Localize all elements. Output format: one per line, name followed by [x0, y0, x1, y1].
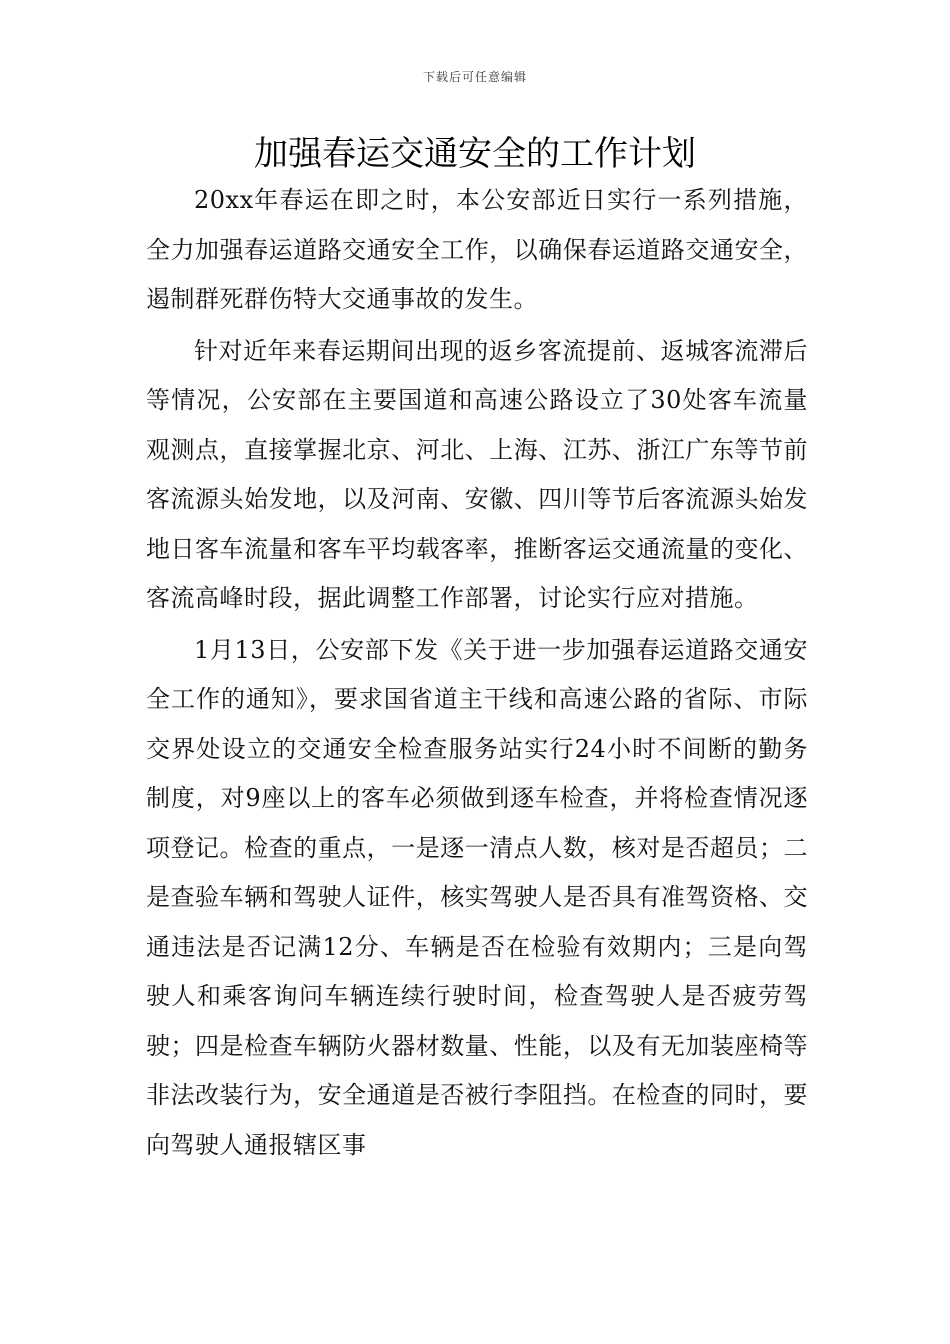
paragraph-2: 针对近年来春运期间出现的返乡客流提前、返城客流滞后等情况，公安部在主要国道和高速公路设立了30处客车流量观测点，直接掌握北京、河北、上海、江苏、浙江广东等节前客流源头始发地，以及河南、安徽、四川等节后客流源头始发地日客车流量和客车平均载客率，推断客运交通流量的变化、客流高峰时段，据此调整工作部署，讨论实行应对措施。	[146, 336, 808, 612]
paragraph-3: 1月13日，公安部下发《关于进一步加强春运道路交通安全工作的通知》，要求国省道主干线和高速公路的省际、市际交界处设立的交通安全检查服务站实行24小时不间断的勤务制度，对9座以上的客车必须做到逐车检查，并将检查情况逐项登记。检查的重点，一是逐一清点人数，核对是否超员；二是查验车辆和驾驶人证件，核实驾驶人是否具有准驾资格、交通违法是否记满12分、车辆是否在检验有效期内；三是向驾驶人和乘客询问车辆连续行驶时间，检查驾驶人是否疲劳驾驶；四是检查车辆防火器材数量、性能，以及有无加装座椅等非法改装行为，安全通道是否被行李阻挡。在检查的同时，要向驾驶人通报辖区事	[146, 635, 808, 1159]
paragraph-1: 20xx年春运在即之时，本公安部近日实行一系列措施，全力加强春运道路交通安全工作，以确保春运道路交通安全，遏制群死群伤特大交通事故的发生。	[146, 186, 808, 313]
header-note: 下载后可任意编辑	[422, 70, 527, 84]
document-body	[146, 176, 808, 1172]
document-title: 加强春运交通安全的工作计划	[254, 134, 696, 174]
